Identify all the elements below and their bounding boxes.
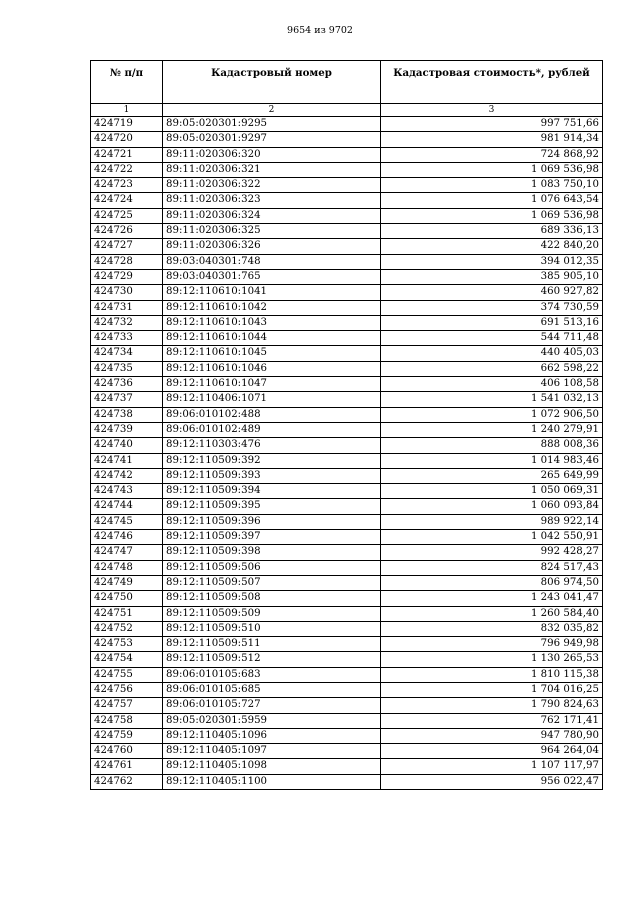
- column-header-number: № п/п: [91, 61, 163, 104]
- cadastral-number-cell: 89:12:110405:1100: [163, 774, 381, 789]
- cadastral-value-cell: 832 035,82: [381, 621, 603, 636]
- row-number-cell: 424724: [91, 193, 163, 208]
- cadastral-value-cell: 689 336,13: [381, 224, 603, 239]
- table-row: [91, 682, 603, 697]
- cadastral-value-cell: 1 790 824,63: [381, 698, 603, 713]
- cadastral-value-cell: 981 914,34: [381, 132, 603, 147]
- column-number: 1: [91, 104, 163, 117]
- cadastral-value-cell: 422 840,20: [381, 239, 603, 254]
- table-row: [91, 637, 603, 652]
- cadastral-value-cell: 1 069 536,98: [381, 208, 603, 223]
- table-row: [91, 117, 603, 132]
- table-row: [91, 193, 603, 208]
- cadastral-value-cell: 1 541 032,13: [381, 392, 603, 407]
- cadastral-value-cell: 265 649,99: [381, 468, 603, 483]
- row-number-cell: 424735: [91, 361, 163, 376]
- table-row: [91, 453, 603, 468]
- row-number-cell: 424742: [91, 468, 163, 483]
- cadastral-value-cell: 888 008,36: [381, 438, 603, 453]
- table-row: [91, 224, 603, 239]
- cadastral-value-cell: 691 513,16: [381, 315, 603, 330]
- table-row: [91, 530, 603, 545]
- cadastral-number-cell: 89:06:010105:727: [163, 698, 381, 713]
- cadastral-number-cell: 89:06:010102:488: [163, 407, 381, 422]
- row-number-cell: 424747: [91, 545, 163, 560]
- table-row: [91, 285, 603, 300]
- table-row: [91, 147, 603, 162]
- row-number-cell: 424758: [91, 713, 163, 728]
- cadastral-number-cell: 89:03:040301:765: [163, 269, 381, 284]
- cadastral-number-cell: 89:11:020306:320: [163, 147, 381, 162]
- table-row: [91, 652, 603, 667]
- table-row: [91, 575, 603, 590]
- cadastral-value-cell: 374 730,59: [381, 300, 603, 315]
- row-number-cell: 424757: [91, 698, 163, 713]
- cadastral-number-cell: 89:05:020301:9295: [163, 117, 381, 132]
- cadastral-number-cell: 89:12:110303:476: [163, 438, 381, 453]
- row-number-cell: 424760: [91, 744, 163, 759]
- table-row: [91, 560, 603, 575]
- cadastral-number-cell: 89:12:110610:1043: [163, 315, 381, 330]
- row-number-cell: 424736: [91, 377, 163, 392]
- row-number-cell: 424733: [91, 331, 163, 346]
- row-number-cell: 424749: [91, 575, 163, 590]
- cadastral-number-cell: 89:12:110405:1097: [163, 744, 381, 759]
- cadastral-number-cell: 89:12:110610:1044: [163, 331, 381, 346]
- row-number-cell: 424746: [91, 530, 163, 545]
- table-row: [91, 698, 603, 713]
- column-number: 2: [163, 104, 381, 117]
- row-number-cell: 424750: [91, 591, 163, 606]
- row-number-cell: 424761: [91, 759, 163, 774]
- cadastral-value-cell: 544 711,48: [381, 331, 603, 346]
- cadastral-number-cell: 89:12:110610:1041: [163, 285, 381, 300]
- cadastral-value-cell: 1 810 115,38: [381, 667, 603, 682]
- table-row: [91, 162, 603, 177]
- cadastral-value-cell: 1 050 069,31: [381, 484, 603, 499]
- table-row: [91, 621, 603, 636]
- row-number-cell: 424729: [91, 269, 163, 284]
- cadastral-value-table: [90, 60, 603, 790]
- table-row: [91, 361, 603, 376]
- table-row: [91, 315, 603, 330]
- table-row: [91, 239, 603, 254]
- table-row: [91, 407, 603, 422]
- table-row: [91, 208, 603, 223]
- row-number-cell: 424740: [91, 438, 163, 453]
- column-header-cadastral-number: Кадастровый номер: [163, 61, 381, 104]
- row-number-cell: 424728: [91, 254, 163, 269]
- cadastral-number-cell: 89:12:110509:396: [163, 514, 381, 529]
- cadastral-value-cell: 1 042 550,91: [381, 530, 603, 545]
- cadastral-value-cell: 806 974,50: [381, 575, 603, 590]
- cadastral-value-cell: 385 905,10: [381, 269, 603, 284]
- table-row: [91, 438, 603, 453]
- cadastral-number-cell: 89:12:110509:507: [163, 575, 381, 590]
- cadastral-value-cell: 796 949,98: [381, 637, 603, 652]
- table-row: [91, 591, 603, 606]
- table-row: [91, 484, 603, 499]
- cadastral-value-cell: 964 264,04: [381, 744, 603, 759]
- cadastral-value-cell: 1 243 041,47: [381, 591, 603, 606]
- cadastral-number-cell: 89:11:020306:324: [163, 208, 381, 223]
- cadastral-number-cell: 89:12:110509:510: [163, 621, 381, 636]
- table-row: [91, 254, 603, 269]
- row-number-cell: 424743: [91, 484, 163, 499]
- cadastral-number-cell: 89:12:110610:1046: [163, 361, 381, 376]
- row-number-cell: 424731: [91, 300, 163, 315]
- row-number-cell: 424719: [91, 117, 163, 132]
- cadastral-value-cell: 989 922,14: [381, 514, 603, 529]
- cadastral-value-cell: 1 014 983,46: [381, 453, 603, 468]
- cadastral-number-cell: 89:12:110509:394: [163, 484, 381, 499]
- row-number-cell: 424739: [91, 422, 163, 437]
- cadastral-number-cell: 89:12:110509:511: [163, 637, 381, 652]
- table-row: [91, 178, 603, 193]
- table-row: [91, 499, 603, 514]
- cadastral-number-cell: 89:12:110610:1047: [163, 377, 381, 392]
- row-number-cell: 424734: [91, 346, 163, 361]
- cadastral-number-cell: 89:11:020306:321: [163, 162, 381, 177]
- row-number-cell: 424754: [91, 652, 163, 667]
- table-row: [91, 606, 603, 621]
- table-row: [91, 132, 603, 147]
- cadastral-value-cell: 662 598,22: [381, 361, 603, 376]
- cadastral-value-cell: 1 069 536,98: [381, 162, 603, 177]
- table-row: [91, 728, 603, 743]
- table-body: [91, 117, 603, 790]
- table-row: [91, 392, 603, 407]
- table-row: [91, 377, 603, 392]
- row-number-cell: 424745: [91, 514, 163, 529]
- cadastral-number-cell: 89:05:020301:5959: [163, 713, 381, 728]
- cadastral-value-cell: 724 868,92: [381, 147, 603, 162]
- cadastral-value-cell: 1 704 016,25: [381, 682, 603, 697]
- row-number-cell: 424751: [91, 606, 163, 621]
- column-numbers-row: [91, 104, 603, 117]
- row-number-cell: 424748: [91, 560, 163, 575]
- table-row: [91, 759, 603, 774]
- row-number-cell: 424756: [91, 682, 163, 697]
- cadastral-number-cell: 89:12:110509:509: [163, 606, 381, 621]
- cadastral-value-cell: 406 108,58: [381, 377, 603, 392]
- cadastral-number-cell: 89:03:040301:748: [163, 254, 381, 269]
- cadastral-number-cell: 89:06:010105:685: [163, 682, 381, 697]
- cadastral-number-cell: 89:12:110405:1098: [163, 759, 381, 774]
- row-number-cell: 424755: [91, 667, 163, 682]
- cadastral-value-cell: 1 076 643,54: [381, 193, 603, 208]
- row-number-cell: 424741: [91, 453, 163, 468]
- cadastral-value-cell: 440 405,03: [381, 346, 603, 361]
- cadastral-number-cell: 89:12:110509:393: [163, 468, 381, 483]
- row-number-cell: 424725: [91, 208, 163, 223]
- cadastral-value-cell: 460 927,82: [381, 285, 603, 300]
- cadastral-value-cell: 1 060 093,84: [381, 499, 603, 514]
- row-number-cell: 424722: [91, 162, 163, 177]
- cadastral-number-cell: 89:11:020306:323: [163, 193, 381, 208]
- row-number-cell: 424759: [91, 728, 163, 743]
- table-row: [91, 300, 603, 315]
- cadastral-value-cell: 762 171,41: [381, 713, 603, 728]
- row-number-cell: 424752: [91, 621, 163, 636]
- row-number-cell: 424727: [91, 239, 163, 254]
- row-number-cell: 424732: [91, 315, 163, 330]
- cadastral-number-cell: 89:12:110509:397: [163, 530, 381, 545]
- cadastral-value-cell: 956 022,47: [381, 774, 603, 789]
- row-number-cell: 424721: [91, 147, 163, 162]
- cadastral-number-cell: 89:06:010105:683: [163, 667, 381, 682]
- cadastral-value-cell: 1 240 279,91: [381, 422, 603, 437]
- table-row: [91, 514, 603, 529]
- cadastral-number-cell: 89:12:110509:395: [163, 499, 381, 514]
- cadastral-value-cell: 1 130 265,53: [381, 652, 603, 667]
- row-number-cell: 424726: [91, 224, 163, 239]
- row-number-cell: 424762: [91, 774, 163, 789]
- table-row: [91, 713, 603, 728]
- row-number-cell: 424720: [91, 132, 163, 147]
- row-number-cell: 424744: [91, 499, 163, 514]
- cadastral-number-cell: 89:12:110610:1045: [163, 346, 381, 361]
- table-row: [91, 774, 603, 789]
- cadastral-number-cell: 89:12:110406:1071: [163, 392, 381, 407]
- cadastral-number-cell: 89:12:110610:1042: [163, 300, 381, 315]
- table-row: [91, 331, 603, 346]
- column-header-cadastral-value: Кадастровая стоимость*, рублей: [381, 61, 603, 104]
- column-number: 3: [381, 104, 603, 117]
- cadastral-value-cell: 824 517,43: [381, 560, 603, 575]
- row-number-cell: 424738: [91, 407, 163, 422]
- row-number-cell: 424730: [91, 285, 163, 300]
- row-number-cell: 424737: [91, 392, 163, 407]
- table-row: [91, 545, 603, 560]
- row-number-cell: 424723: [91, 178, 163, 193]
- cadastral-number-cell: 89:12:110509:392: [163, 453, 381, 468]
- cadastral-number-cell: 89:12:110509:398: [163, 545, 381, 560]
- cadastral-number-cell: 89:05:020301:9297: [163, 132, 381, 147]
- cadastral-value-cell: 997 751,66: [381, 117, 603, 132]
- table-row: [91, 422, 603, 437]
- cadastral-number-cell: 89:12:110509:512: [163, 652, 381, 667]
- cadastral-value-cell: 1 072 906,50: [381, 407, 603, 422]
- cadastral-value-cell: 947 780,90: [381, 728, 603, 743]
- page-indicator: 9654 из 9702: [287, 25, 353, 36]
- table-header-row: [91, 61, 603, 104]
- cadastral-number-cell: 89:12:110509:506: [163, 560, 381, 575]
- cadastral-number-cell: 89:11:020306:326: [163, 239, 381, 254]
- table-row: [91, 744, 603, 759]
- cadastral-number-cell: 89:12:110509:508: [163, 591, 381, 606]
- table-row: [91, 468, 603, 483]
- cadastral-value-cell: 1 260 584,40: [381, 606, 603, 621]
- cadastral-value-cell: 1 107 117,97: [381, 759, 603, 774]
- cadastral-number-cell: 89:06:010102:489: [163, 422, 381, 437]
- table-row: [91, 269, 603, 284]
- table-row: [91, 667, 603, 682]
- cadastral-number-cell: 89:12:110405:1096: [163, 728, 381, 743]
- table-row: [91, 346, 603, 361]
- cadastral-number-cell: 89:11:020306:322: [163, 178, 381, 193]
- cadastral-value-cell: 1 083 750,10: [381, 178, 603, 193]
- cadastral-value-cell: 394 012,35: [381, 254, 603, 269]
- cadastral-number-cell: 89:11:020306:325: [163, 224, 381, 239]
- row-number-cell: 424753: [91, 637, 163, 652]
- cadastral-value-cell: 992 428,27: [381, 545, 603, 560]
